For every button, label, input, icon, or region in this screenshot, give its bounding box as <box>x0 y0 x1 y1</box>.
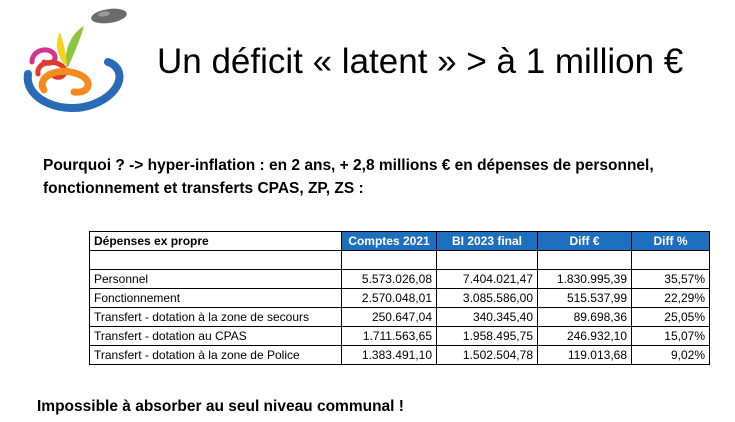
footer-text: Impossible à absorber au seul niveau communal ! <box>37 398 404 415</box>
cell-comptes-2021: 1.711.563,65 <box>342 327 437 346</box>
cell-bi-2023: 7.404.021,47 <box>437 270 538 289</box>
empty-cell <box>632 251 710 270</box>
row-label: Transfert - dotation au CPAS <box>90 327 342 346</box>
cell-comptes-2021: 250.647,04 <box>342 308 437 327</box>
row-label: Personnel <box>90 270 342 289</box>
cell-diff-pct: 15,07% <box>632 327 710 346</box>
cell-diff-eur: 89.698,36 <box>538 308 632 327</box>
empty-cell <box>437 251 538 270</box>
empty-cell <box>538 251 632 270</box>
cell-diff-eur: 515.537,99 <box>538 289 632 308</box>
cell-diff-eur: 246.932,10 <box>538 327 632 346</box>
table-row <box>90 289 710 308</box>
cell-comptes-2021: 1.383.491,10 <box>342 346 437 365</box>
cell-diff-pct: 35,57% <box>632 270 710 289</box>
table-row <box>90 327 710 346</box>
column-header-comptes-2021: Comptes 2021 <box>342 232 437 251</box>
table-header-row <box>90 232 710 251</box>
cell-diff-pct: 25,05% <box>632 308 710 327</box>
row-label: Transfert - dotation à la zone de Police <box>90 346 342 365</box>
column-header-bi-2023: BI 2023 final <box>437 232 538 251</box>
cell-bi-2023: 3.085.586,00 <box>437 289 538 308</box>
table-row <box>90 270 710 289</box>
table-row-empty <box>90 251 710 270</box>
row-label: Transfert - dotation à la zone de secours <box>90 308 342 327</box>
column-header-diff-pct: Diff % <box>632 232 710 251</box>
cell-bi-2023: 340.345,40 <box>437 308 538 327</box>
expenses-table <box>89 231 710 365</box>
cell-bi-2023: 1.958.495,75 <box>437 327 538 346</box>
page-title: Un déficit « latent » > à 1 million € <box>157 42 684 81</box>
row-label: Fonctionnement <box>90 289 342 308</box>
empty-cell <box>342 251 437 270</box>
cell-diff-pct: 22,29% <box>632 289 710 308</box>
cell-bi-2023: 1.502.504,78 <box>437 346 538 365</box>
cell-diff-pct: 9,02% <box>632 346 710 365</box>
cell-comptes-2021: 2.570.048,01 <box>342 289 437 308</box>
column-header-diff-eur: Diff € <box>538 232 632 251</box>
column-header-label: Dépenses ex propre <box>90 232 342 251</box>
cell-diff-eur: 1.830.995,39 <box>538 270 632 289</box>
cell-comptes-2021: 5.573.026,08 <box>342 270 437 289</box>
table-row <box>90 308 710 327</box>
cell-diff-eur: 119.013,68 <box>538 346 632 365</box>
table-row <box>90 346 710 365</box>
empty-cell <box>90 251 342 270</box>
logo-icon <box>14 4 144 114</box>
intro-text: Pourquoi ? -> hyper-inflation : en 2 ans, + 2,8 millions € en dépenses de personnel, fonctionnement et transferts CPAS, ZP, ZS : <box>43 157 654 197</box>
